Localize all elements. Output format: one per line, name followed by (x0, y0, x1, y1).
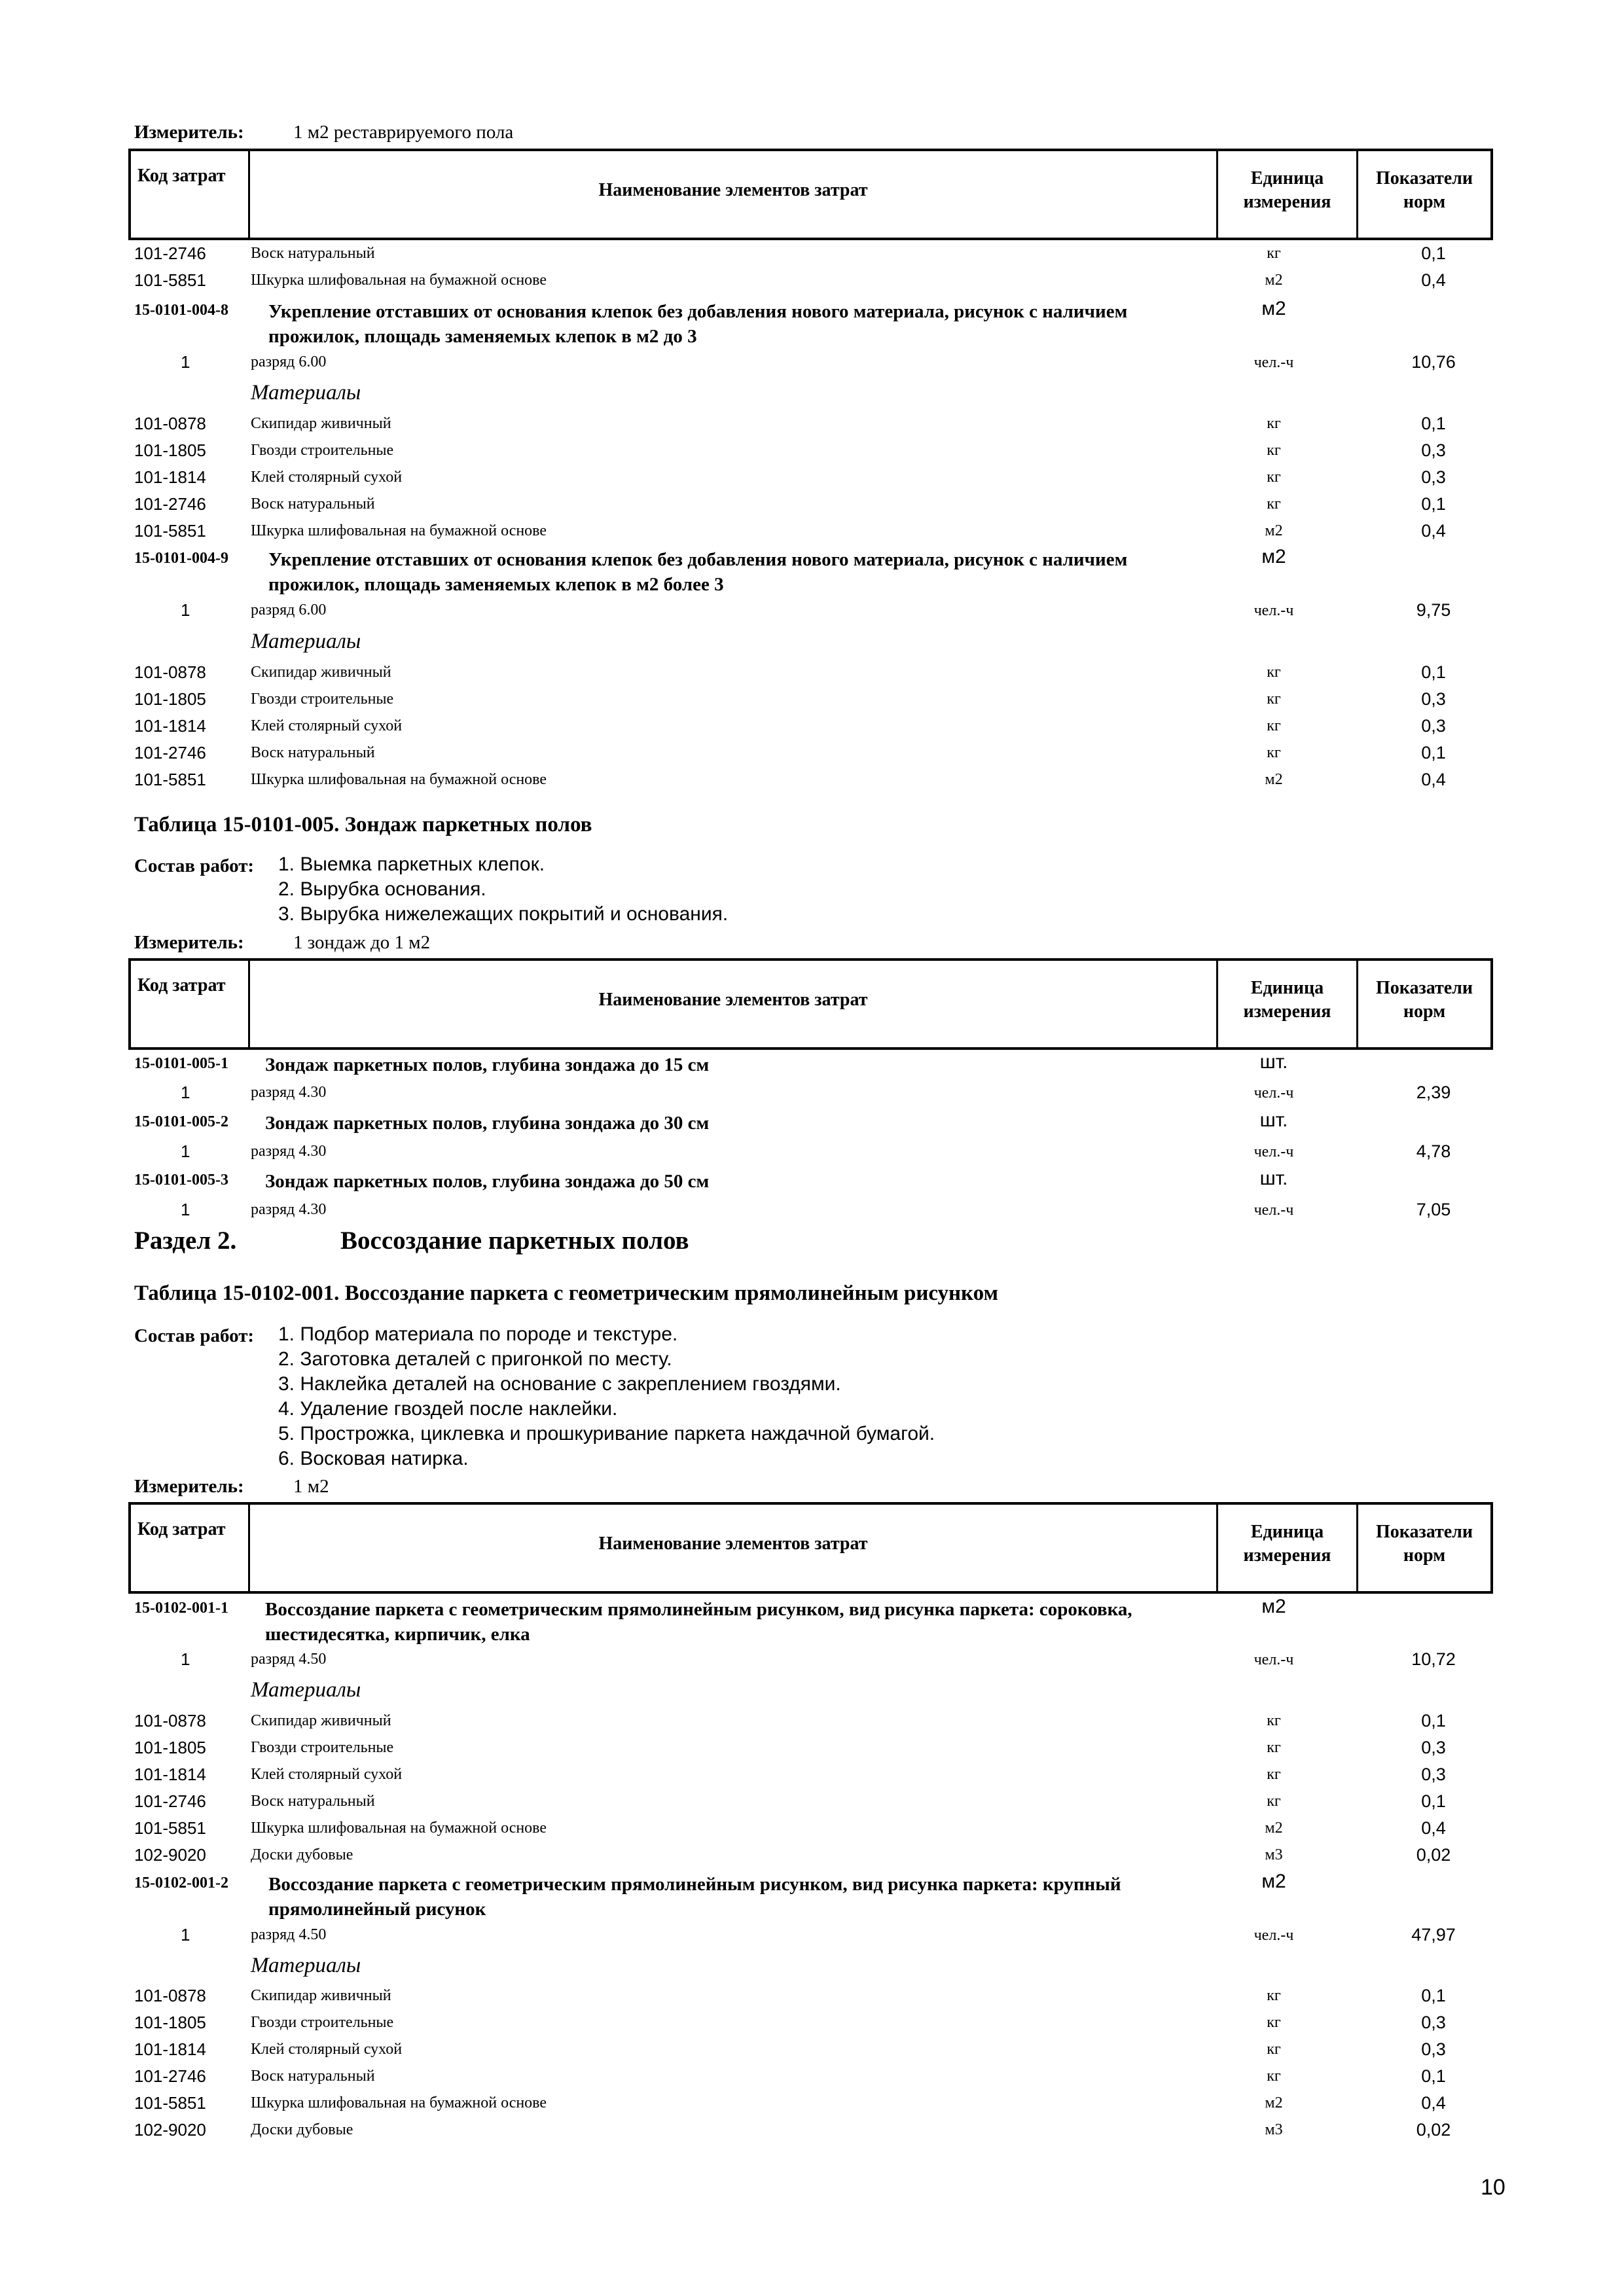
material-unit: м3 (1265, 1846, 1283, 1863)
item-code: 15-0101-005-1 (134, 1055, 228, 1072)
header-unit-2: измерения (1243, 1001, 1331, 1022)
table-header-1 (128, 149, 1493, 240)
material-unit: кг (1267, 469, 1281, 486)
material-unit: кг (1267, 691, 1281, 708)
work-step: 1. Подбор материала по породе и текстуре. (278, 1323, 678, 1345)
item-title: Воссоздание паркета с геометрическим прямолинейным рисунком, вид рисунка паркета: сороковка, шестидесятка, кирпичик, елка (265, 1599, 1132, 1645)
header-name: Наименование элементов затрат (598, 180, 868, 200)
material-value: 0,1 (1421, 414, 1446, 433)
material-name: Воск натуральный (251, 2068, 375, 2085)
material-code: 102-9020 (134, 2120, 206, 2140)
header-unit-2: измерения (1243, 192, 1331, 212)
item-code: 15-0101-005-3 (134, 1172, 228, 1189)
item-code: 15-0102-001-2 (134, 1874, 228, 1892)
labor-unit: чел.-ч (1254, 1651, 1294, 1668)
work-label-102: Состав работ: (134, 1325, 255, 1346)
header-norm-1: Показатели (1375, 1522, 1473, 1542)
labor-value: 7,05 (1416, 1200, 1451, 1219)
section-number: Раздел 2. (134, 1227, 237, 1255)
header-unit-cell (1218, 151, 1358, 238)
item-unit: шт. (1259, 1051, 1288, 1073)
item-unit: м2 (1261, 1871, 1286, 1892)
material-unit: кг (1267, 1712, 1281, 1729)
labor-unit: чел.-ч (1254, 354, 1294, 371)
material-value: 0,02 (1416, 1845, 1451, 1865)
material-name: Шкурка шлифовальная на бумажной основе (251, 2094, 547, 2111)
header-code: Код затрат (137, 166, 226, 186)
material-value: 0,4 (1421, 1818, 1446, 1838)
header-code-cell (131, 1505, 250, 1591)
material-value: 0,1 (1421, 662, 1446, 682)
table-header-102 (128, 1502, 1493, 1594)
material-unit: кг (1267, 2068, 1281, 2085)
header-name-cell (250, 151, 1218, 238)
header-norm-2: норм (1403, 1001, 1446, 1022)
material-code: 101-2746 (134, 1791, 206, 1811)
measurer-label-1: Измеритель: (134, 122, 244, 143)
labor-unit: чел.-ч (1254, 602, 1294, 619)
material-unit: м2 (1265, 522, 1283, 539)
materials-heading: Материалы (251, 630, 361, 653)
material-code: 101-1805 (134, 1738, 206, 1757)
material-unit: кг (1267, 415, 1281, 432)
material-value: 0,4 (1421, 770, 1446, 789)
header-code: Код затрат (137, 1519, 226, 1539)
row-unit: кг (1267, 245, 1281, 262)
item-title: Зондаж паркетных полов, глубина зондажа до 30 см (265, 1113, 710, 1134)
material-value: 0,1 (1421, 743, 1446, 762)
header-name-cell (250, 961, 1218, 1047)
header-code-cell (131, 151, 250, 238)
material-name: Гвозди строительные (251, 442, 394, 459)
header-unit-cell (1218, 961, 1358, 1047)
material-code: 101-1805 (134, 2013, 206, 2032)
material-name: Шкурка шлифовальная на бумажной основе (251, 771, 547, 788)
measurer-value-005: 1 зондаж до 1 м2 (293, 932, 431, 953)
header-unit-1: Единица (1250, 168, 1324, 188)
labor-name: разряд 4.30 (251, 1084, 327, 1101)
material-unit: кг (1267, 744, 1281, 761)
labor-unit: чел.-ч (1254, 1143, 1294, 1160)
header-name: Наименование элементов затрат (598, 1534, 868, 1554)
material-value: 0,3 (1421, 1765, 1446, 1784)
labor-code: 1 (181, 1649, 190, 1669)
material-name: Клей столярный сухой (251, 1766, 403, 1783)
labor-name: разряд 6.00 (251, 353, 327, 370)
material-value: 0,02 (1416, 2120, 1451, 2140)
material-name: Скипидар живичный (251, 1712, 391, 1729)
header-unit-2: измерения (1243, 1545, 1331, 1566)
labor-value: 4,78 (1416, 1141, 1451, 1161)
labor-unit: чел.-ч (1254, 1202, 1294, 1219)
item-title: Воссоздание паркета с геометрическим прямолинейным рисунком, вид рисунка паркета: крупный прямолинейный рисунок (268, 1874, 1121, 1920)
section-title: Воссоздание паркетных полов (340, 1227, 689, 1255)
header-name: Наименование элементов затрат (598, 990, 868, 1010)
table-title-102: Таблица 15-0102-001. Воссоздание паркета с геометрическим прямолинейным рисунком (134, 1282, 998, 1305)
material-code: 101-5851 (134, 2093, 206, 2113)
work-step: 1. Выемка паркетных клепок. (278, 853, 545, 875)
material-value: 0,3 (1421, 689, 1446, 709)
material-code: 101-0878 (134, 662, 206, 682)
material-code: 101-1805 (134, 689, 206, 709)
labor-code: 1 (181, 1925, 190, 1945)
material-unit: кг (1267, 1739, 1281, 1756)
row-code: 101-5851 (134, 270, 206, 290)
work-step: 3. Наклейка деталей на основание с закреплением гвоздями. (278, 1373, 841, 1395)
item-code: 15-0101-005-2 (134, 1113, 228, 1130)
item-unit: шт. (1259, 1168, 1288, 1189)
material-unit: кг (1267, 442, 1281, 459)
material-code: 102-9020 (134, 1845, 206, 1865)
work-step: 3. Вырубка нижележащих покрытий и основания. (278, 903, 729, 925)
material-name: Гвозди строительные (251, 1739, 394, 1756)
row-name: Воск натуральный (251, 245, 375, 262)
row-unit: м2 (1265, 272, 1283, 289)
material-code: 101-2746 (134, 743, 206, 762)
labor-code: 1 (181, 1083, 190, 1102)
material-name: Клей столярный сухой (251, 469, 403, 486)
material-value: 0,1 (1421, 1711, 1446, 1731)
material-name: Скипидар живичный (251, 415, 391, 432)
labor-unit: чел.-ч (1254, 1085, 1294, 1102)
material-name: Скипидар живичный (251, 1987, 391, 2004)
material-code: 101-5851 (134, 1818, 206, 1838)
header-unit-1: Единица (1250, 1522, 1324, 1542)
item-code: 15-0101-004-8 (134, 302, 228, 319)
labor-unit: чел.-ч (1254, 1927, 1294, 1944)
work-step: 2. Вырубка основания. (278, 878, 486, 900)
material-unit: кг (1267, 2041, 1281, 2058)
material-value: 0,3 (1421, 1738, 1446, 1757)
material-unit: м2 (1265, 771, 1283, 788)
material-value: 0,1 (1421, 494, 1446, 514)
page-number: 10 (1481, 2175, 1506, 2200)
material-unit: кг (1267, 2014, 1281, 2031)
material-unit: кг (1267, 664, 1281, 681)
materials-heading: Материалы (251, 381, 361, 404)
item-unit: м2 (1261, 1596, 1286, 1617)
header-norm-cell (1358, 961, 1490, 1047)
material-value: 0,1 (1421, 2066, 1446, 2086)
labor-name: разряд 6.00 (251, 601, 327, 619)
work-step: 2. Заготовка деталей с пригонкой по месту. (278, 1348, 672, 1370)
table-header-005 (128, 958, 1493, 1050)
item-title: Укрепление отставших от основания клепок без добавления нового материала, рисунок с наличием прожилок, площадь заменяемых клепок в м2 до 3 (268, 301, 1128, 347)
header-code-cell (131, 961, 250, 1047)
item-unit: м2 (1261, 298, 1286, 319)
row-code: 101-2746 (134, 243, 206, 263)
material-name: Воск натуральный (251, 495, 375, 512)
material-code: 101-0878 (134, 414, 206, 433)
work-label-005: Состав работ: (134, 855, 255, 876)
measurer-label-005: Измеритель: (134, 932, 244, 953)
header-norm-cell (1358, 151, 1490, 238)
material-code: 101-1814 (134, 467, 206, 487)
material-value: 0,4 (1421, 521, 1446, 541)
work-step: 6. Восковая натирка. (278, 1448, 469, 1469)
material-code: 101-2746 (134, 2066, 206, 2086)
material-value: 0,1 (1421, 1986, 1446, 2005)
material-value: 0,3 (1421, 2039, 1446, 2059)
work-step: 4. Удаление гвоздей после наклейки. (278, 1398, 618, 1420)
work-step: 5. Прострожка, циклевка и прошкуривание паркета наждачной бумагой. (278, 1423, 935, 1444)
header-unit-1: Единица (1250, 978, 1324, 998)
header-norm-cell (1358, 1505, 1490, 1591)
material-name: Клей столярный сухой (251, 717, 403, 734)
material-unit: кг (1267, 1793, 1281, 1810)
material-code: 101-0878 (134, 1711, 206, 1731)
material-code: 101-5851 (134, 521, 206, 541)
labor-name: разряд 4.50 (251, 1926, 327, 1943)
labor-name: разряд 4.50 (251, 1651, 327, 1668)
item-unit: шт. (1259, 1109, 1288, 1131)
measurer-value-1: 1 м2 реставрируемого пола (293, 122, 514, 143)
material-unit: кг (1267, 1766, 1281, 1783)
header-norm-2: норм (1403, 1545, 1446, 1566)
labor-value: 2,39 (1416, 1083, 1451, 1102)
item-title: Укрепление отставших от основания клепок без добавления нового материала, рисунок с наличием прожилок, площадь заменяемых клепок в м2 более 3 (268, 549, 1128, 595)
labor-name: разряд 4.30 (251, 1143, 327, 1160)
material-unit: м2 (1265, 2094, 1283, 2111)
material-name: Клей столярный сухой (251, 2041, 403, 2058)
labor-value: 10,72 (1411, 1649, 1456, 1669)
item-code: 15-0101-004-9 (134, 550, 228, 567)
labor-value: 47,97 (1411, 1925, 1456, 1945)
labor-code: 1 (181, 1141, 190, 1161)
material-unit: м2 (1265, 1820, 1283, 1837)
material-value: 0,3 (1421, 2013, 1446, 2032)
item-code: 15-0102-001-1 (134, 1600, 228, 1617)
material-name: Доски дубовые (251, 2121, 353, 2138)
material-unit: кг (1267, 717, 1281, 734)
measurer-label-102: Измеритель: (134, 1476, 244, 1497)
material-code: 101-2746 (134, 494, 206, 514)
row-value: 0,4 (1421, 270, 1446, 290)
item-unit: м2 (1261, 546, 1286, 567)
labor-name: разряд 4.30 (251, 1201, 327, 1218)
header-norm-1: Показатели (1375, 978, 1473, 998)
material-value: 0,4 (1421, 2093, 1446, 2113)
material-name: Доски дубовые (251, 1846, 353, 1863)
material-unit: кг (1267, 1987, 1281, 2004)
material-code: 101-1805 (134, 440, 206, 460)
material-code: 101-1814 (134, 716, 206, 736)
material-code: 101-1814 (134, 1765, 206, 1784)
item-title: Зондаж паркетных полов, глубина зондажа до 50 см (265, 1171, 710, 1192)
material-code: 101-1814 (134, 2039, 206, 2059)
table-title-005: Таблица 15-0101-005. Зондаж паркетных полов (134, 813, 592, 836)
row-value: 0,1 (1421, 243, 1446, 263)
labor-code: 1 (181, 1200, 190, 1219)
header-norm-2: норм (1403, 192, 1446, 212)
header-unit-cell (1218, 1505, 1358, 1591)
header-norm-1: Показатели (1375, 168, 1473, 188)
header-code: Код затрат (137, 975, 226, 996)
material-name: Воск натуральный (251, 744, 375, 761)
labor-code: 1 (181, 352, 190, 372)
row-name: Шкурка шлифовальная на бумажной основе (251, 272, 547, 289)
material-name: Скипидар живичный (251, 664, 391, 681)
material-code: 101-5851 (134, 770, 206, 789)
material-name: Шкурка шлифовальная на бумажной основе (251, 522, 547, 539)
labor-value: 9,75 (1416, 600, 1451, 620)
material-name: Воск натуральный (251, 1793, 375, 1810)
material-code: 101-0878 (134, 1986, 206, 2005)
material-value: 0,1 (1421, 1791, 1446, 1811)
material-name: Гвозди строительные (251, 691, 394, 708)
labor-code: 1 (181, 600, 190, 620)
material-name: Шкурка шлифовальная на бумажной основе (251, 1820, 547, 1837)
measurer-value-102: 1 м2 (293, 1476, 329, 1497)
item-title: Зондаж паркетных полов, глубина зондажа до 15 см (265, 1054, 710, 1075)
material-value: 0,3 (1421, 716, 1446, 736)
material-value: 0,3 (1421, 440, 1446, 460)
labor-value: 10,76 (1411, 352, 1456, 372)
material-unit: м3 (1265, 2121, 1283, 2138)
material-unit: кг (1267, 495, 1281, 512)
material-value: 0,3 (1421, 467, 1446, 487)
header-name-cell (250, 1505, 1218, 1591)
materials-heading: Материалы (251, 1678, 361, 1702)
materials-heading: Материалы (251, 1954, 361, 1977)
material-name: Гвозди строительные (251, 2014, 394, 2031)
